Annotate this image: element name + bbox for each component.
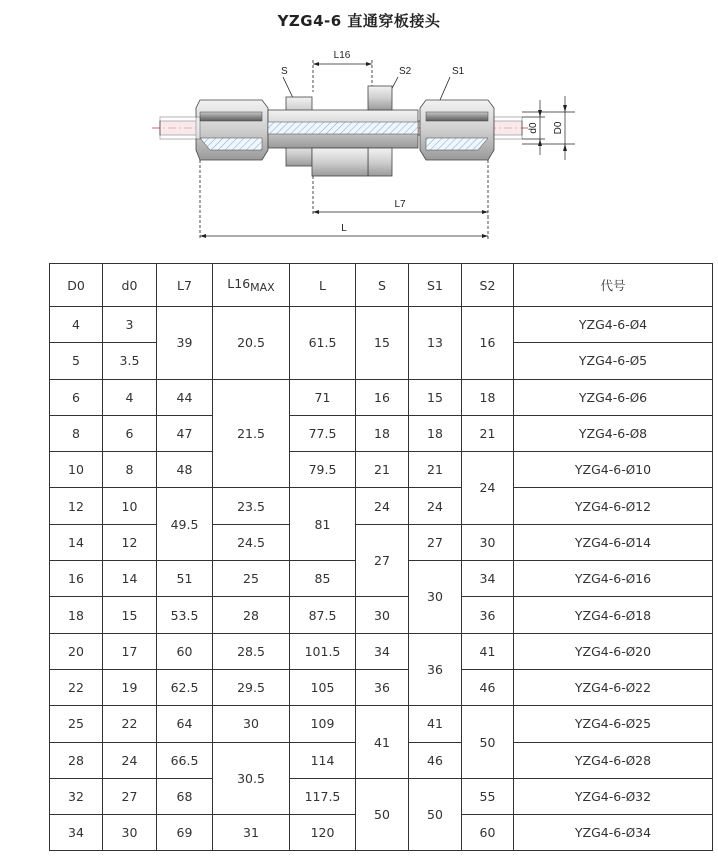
cell-S1: 46	[409, 742, 462, 778]
cell-code	[514, 597, 713, 633]
code-prefix: YZG4-6-	[578, 389, 630, 405]
label-s: S	[281, 66, 288, 77]
cell-L: 81	[290, 488, 356, 561]
cell-D0: 10	[50, 452, 103, 488]
cell-L7: 51	[157, 561, 213, 597]
diameter-symbol: Ø	[625, 790, 636, 804]
cell-S: 34	[356, 633, 409, 669]
cell-d0: 6	[103, 415, 157, 451]
cell-S: 30	[356, 597, 409, 633]
label-l: L	[341, 223, 347, 234]
col-header-D0: D0	[50, 264, 103, 307]
table-row	[50, 778, 713, 814]
code-prefix: YZG4-6-	[574, 680, 626, 696]
cell-S1: 13	[409, 307, 462, 380]
cell-D0: 12	[50, 488, 103, 524]
cell-S2: 21	[462, 415, 514, 451]
code-prefix: YZG4-6-	[578, 426, 630, 442]
cell-code	[514, 706, 713, 742]
table-row	[50, 706, 713, 742]
col-header-d0: d0	[103, 264, 157, 307]
table-row	[50, 488, 713, 524]
cell-L: 101.5	[290, 633, 356, 669]
table-row	[50, 597, 713, 633]
col-header-L16-sub: MAX	[250, 281, 275, 294]
cell-S1: 18	[409, 415, 462, 451]
code-prefix: YZG4-6-	[574, 607, 626, 623]
code-number: 8	[639, 426, 648, 442]
diameter-symbol: Ø	[625, 535, 636, 550]
code-prefix: YZG4-6-	[574, 462, 626, 478]
table-header-row	[50, 264, 713, 307]
cell-L: 105	[290, 669, 356, 705]
cell-d0: 14	[103, 561, 157, 597]
col-header-S2: S2	[462, 264, 514, 307]
cell-S2: 30	[462, 524, 514, 560]
code-number: 4	[639, 317, 648, 333]
cell-L: 114	[290, 742, 356, 778]
code-number: 32	[635, 789, 652, 804]
table-row	[50, 524, 713, 560]
diameter-symbol: Ø	[625, 644, 636, 659]
cell-d0: 12	[103, 524, 157, 560]
diameter-symbol: Ø	[625, 717, 636, 732]
cell-L16: 29.5	[213, 669, 290, 705]
label-s1: S1	[452, 66, 465, 77]
cell-L7: 53.5	[157, 597, 213, 633]
spec-table	[49, 263, 713, 851]
table-row	[50, 415, 713, 451]
diameter-symbol: Ø	[625, 608, 636, 623]
diameter-symbol: Ø	[629, 354, 640, 369]
cell-D0: 20	[50, 633, 103, 669]
cell-d0: 4	[103, 379, 157, 415]
col-header-L7: L7	[157, 264, 213, 307]
cell-L7: 60	[157, 633, 213, 669]
cell-D0: 16	[50, 561, 103, 597]
code-prefix: YZG4-6-	[574, 789, 626, 804]
cell-L: 120	[290, 815, 356, 851]
cell-S1: 15	[409, 379, 462, 415]
cell-d0: 3.5	[103, 343, 157, 379]
cell-S2: 60	[462, 815, 514, 851]
cell-L7: 47	[157, 415, 213, 451]
code-prefix: YZG4-6-	[574, 752, 626, 768]
cell-S2: 36	[462, 597, 514, 633]
cell-L16: 30	[213, 706, 290, 742]
code-number: 22	[635, 680, 652, 696]
diameter-symbol: Ø	[629, 390, 640, 405]
cell-code	[514, 452, 713, 488]
cell-code	[514, 778, 713, 814]
cell-S: 21	[356, 452, 409, 488]
diameter-symbol: Ø	[625, 753, 636, 768]
table-row	[50, 633, 713, 669]
diameter-symbol: Ø	[625, 826, 636, 841]
cell-D0: 8	[50, 415, 103, 451]
cell-d0: 17	[103, 633, 157, 669]
cell-S2: 50	[462, 706, 514, 779]
cell-d0: 22	[103, 706, 157, 742]
cell-S1: 50	[409, 778, 462, 851]
cell-S: 50	[356, 778, 409, 851]
code-prefix: YZG4-6-	[574, 716, 626, 732]
cell-D0: 28	[50, 742, 103, 778]
cell-L: 61.5	[290, 307, 356, 380]
diameter-symbol: Ø	[625, 499, 636, 514]
cell-L16: 31	[213, 815, 290, 851]
page-title: YZG4-6 直通穿板接头	[277, 12, 441, 30]
code-number: 10	[635, 462, 652, 478]
dim-l16	[313, 50, 372, 92]
diameter-symbol: Ø	[629, 427, 640, 442]
cell-L16: 25	[213, 561, 290, 597]
code-number: 5	[639, 353, 648, 369]
cell-code	[514, 742, 713, 778]
cell-S2: 41	[462, 633, 514, 669]
cell-d0: 19	[103, 669, 157, 705]
label-s2: S2	[399, 66, 412, 77]
cell-D0: 6	[50, 379, 103, 415]
cell-S1: 21	[409, 452, 462, 488]
cell-code	[514, 561, 713, 597]
cell-S: 41	[356, 706, 409, 779]
cell-L16: 23.5	[213, 488, 290, 524]
cell-S2: 34	[462, 561, 514, 597]
table-row	[50, 669, 713, 705]
cell-S: 16	[356, 379, 409, 415]
cell-code	[514, 669, 713, 705]
cell-L7: 39	[157, 307, 213, 380]
cell-code	[514, 415, 713, 451]
cell-S2: 24	[462, 452, 514, 525]
cell-code	[514, 488, 713, 524]
code-number: 12	[635, 498, 652, 514]
code-prefix: YZG4-6-	[578, 353, 630, 369]
diameter-symbol: Ø	[629, 318, 640, 333]
cell-S: 27	[356, 524, 409, 597]
cell-S1: 27	[409, 524, 462, 560]
cell-L7: 68	[157, 778, 213, 814]
cell-L: 117.5	[290, 778, 356, 814]
code-number: 6	[639, 389, 648, 405]
code-number: 14	[635, 534, 652, 550]
cell-S: 24	[356, 488, 409, 524]
fitting-technical-drawing	[0, 0, 718, 255]
code-number: 28	[635, 752, 652, 768]
fitting-body	[152, 86, 530, 176]
cell-d0: 8	[103, 452, 157, 488]
cell-L: 71	[290, 379, 356, 415]
cell-L16: 24.5	[213, 524, 290, 560]
cell-D0: 32	[50, 778, 103, 814]
cell-D0: 25	[50, 706, 103, 742]
cell-S2: 55	[462, 778, 514, 814]
cell-S: 18	[356, 415, 409, 451]
col-header-S: S	[356, 264, 409, 307]
cell-code	[514, 524, 713, 560]
code-number: 20	[635, 643, 652, 659]
cell-L16: 30.5	[213, 742, 290, 815]
code-prefix: YZG4-6-	[574, 498, 626, 514]
code-prefix: YZG4-6-	[574, 825, 626, 841]
cell-L16: 28	[213, 597, 290, 633]
cell-L7: 48	[157, 452, 213, 488]
label-d0-big: D0	[553, 121, 564, 135]
cell-L7: 64	[157, 706, 213, 742]
cell-d0: 3	[103, 307, 157, 343]
code-number: 25	[635, 716, 652, 732]
cell-D0: 5	[50, 343, 103, 379]
diameter-symbol: Ø	[625, 572, 636, 587]
code-prefix: YZG4-6-	[578, 317, 630, 333]
cell-d0: 10	[103, 488, 157, 524]
spec-table-body	[50, 307, 713, 851]
cell-L7: 66.5	[157, 742, 213, 778]
cell-S1: 41	[409, 706, 462, 742]
col-header-S1: S1	[409, 264, 462, 307]
cell-D0: 34	[50, 815, 103, 851]
cell-L: 109	[290, 706, 356, 742]
cell-L7: 49.5	[157, 488, 213, 561]
label-l7: L7	[394, 199, 406, 210]
cell-L7: 69	[157, 815, 213, 851]
diameter-symbol: Ø	[625, 463, 636, 478]
cell-S2: 46	[462, 669, 514, 705]
dim-diameters	[522, 96, 575, 160]
code-prefix: YZG4-6-	[574, 534, 626, 550]
cell-L16: 20.5	[213, 307, 290, 380]
cell-D0: 18	[50, 597, 103, 633]
cell-D0: 14	[50, 524, 103, 560]
cell-L: 77.5	[290, 415, 356, 451]
cell-S1: 24	[409, 488, 462, 524]
cell-S: 36	[356, 669, 409, 705]
label-l16: L16	[333, 50, 351, 61]
code-prefix: YZG4-6-	[574, 571, 626, 587]
table-row	[50, 452, 713, 488]
cell-code	[514, 633, 713, 669]
col-header-L16-main: L16	[227, 276, 251, 291]
cell-code	[514, 815, 713, 851]
cell-S1: 36	[409, 633, 462, 706]
cell-code	[514, 343, 713, 379]
label-d0-small: d0	[528, 122, 539, 134]
col-header-code: 代号	[514, 264, 713, 307]
col-header-L: L	[290, 264, 356, 307]
cell-S2: 16	[462, 307, 514, 380]
code-number: 16	[635, 571, 652, 587]
cell-L7: 44	[157, 379, 213, 415]
cell-L7: 62.5	[157, 669, 213, 705]
cell-d0: 24	[103, 742, 157, 778]
cell-S1: 30	[409, 561, 462, 634]
cell-L: 87.5	[290, 597, 356, 633]
cell-d0: 15	[103, 597, 157, 633]
cell-S2: 18	[462, 379, 514, 415]
code-number: 34	[635, 825, 652, 841]
code-number: 18	[635, 607, 652, 623]
table-row	[50, 307, 713, 343]
cell-L16: 28.5	[213, 633, 290, 669]
cell-code	[514, 307, 713, 343]
diameter-symbol: Ø	[625, 681, 636, 696]
cell-D0: 4	[50, 307, 103, 343]
table-row	[50, 379, 713, 415]
cell-S: 15	[356, 307, 409, 380]
cell-L: 85	[290, 561, 356, 597]
cell-d0: 27	[103, 778, 157, 814]
cell-L16: 21.5	[213, 379, 290, 488]
cell-L: 79.5	[290, 452, 356, 488]
code-prefix: YZG4-6-	[574, 643, 626, 659]
cell-d0: 30	[103, 815, 157, 851]
cell-D0: 22	[50, 669, 103, 705]
col-header-L16	[213, 264, 290, 307]
cell-code	[514, 379, 713, 415]
